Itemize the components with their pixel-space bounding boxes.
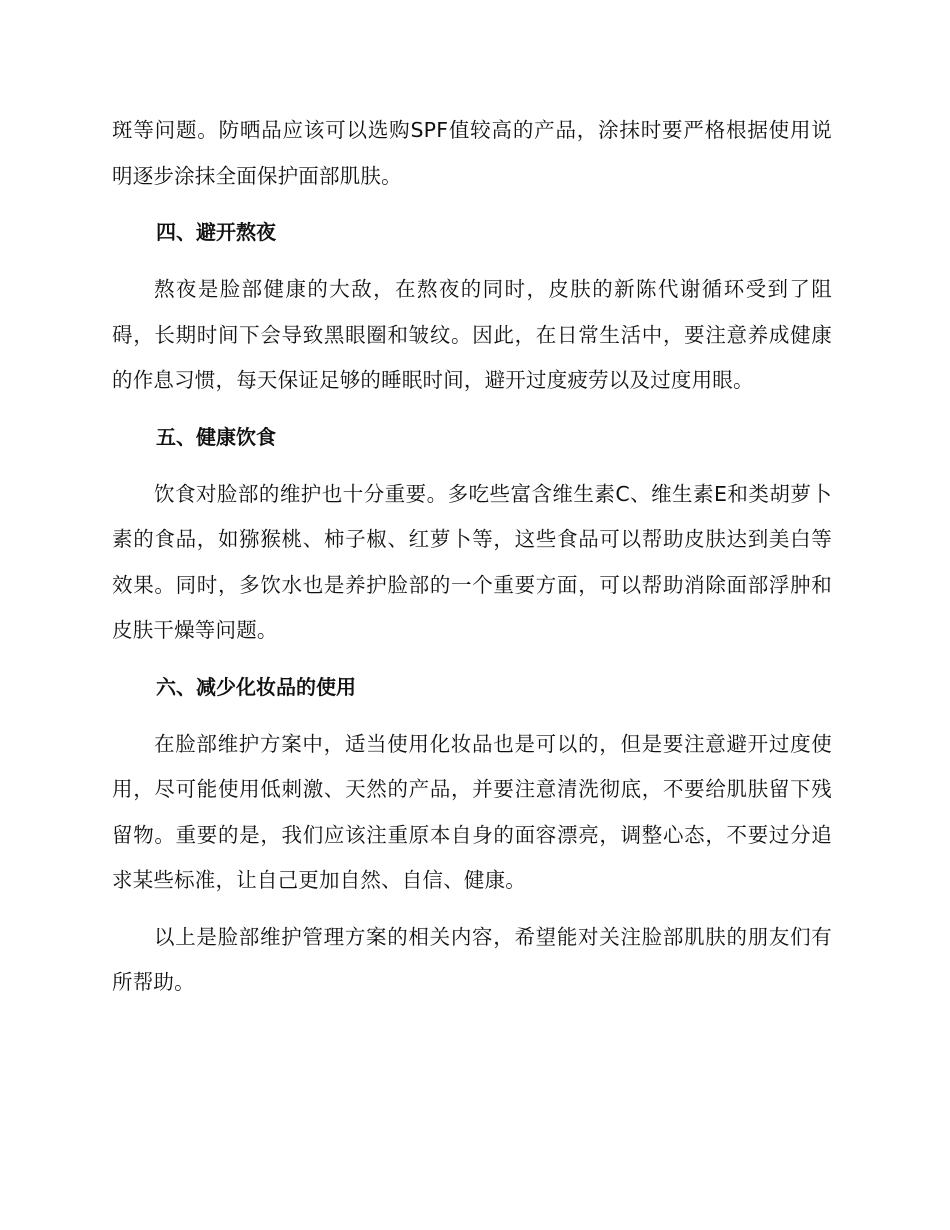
heading-healthy-diet: 五、健康饮食 — [156, 424, 276, 449]
paragraph-healthy-diet: 饮食对脸部的维护也十分重要。多吃些富含维生素C、维生素E和类胡萝卜素的食品，如猕猴桃、柿子椒、红萝卜等，这些食品可以帮助皮肤达到美白等效果。同时，多饮水也是养护脸部的一个重要方面，可以帮助消除面部浮肿和皮肤干燥等问题。 — [112, 481, 832, 642]
paragraph-conclusion: 以上是脸部维护管理方案的相关内容，希望能对关注脸部肌肤的朋友们有所帮助。 — [112, 924, 832, 994]
heading-avoid-staying-up: 四、避开熬夜 — [156, 220, 276, 244]
document-page — [112, 108, 832, 1006]
paragraph-reduce-cosmetics: 在脸部维护方案中，适当使用化妆品也是可以的，但是要注意避开过度使用，尽可能使用低刺激、天然的产品，并要注意清洗彻底，不要给肌肤留下残留物。重要的是，我们应该注重原本自身的面容漂亮，调整心态，不要过分追求某些标准，让自己更加自然、自信、健康。 — [112, 731, 832, 892]
paragraph-sunscreen-continued: 斑等问题。防晒品应该可以选购SPF值较高的产品，涂抹时要严格根据使用说明逐步涂抹全面保护面部肌肤。 — [112, 118, 832, 188]
heading-reduce-cosmetics: 六、减少化妆品的使用 — [156, 674, 356, 699]
paragraph-avoid-staying-up: 熬夜是脸部健康的大敌，在熬夜的同时，皮肤的新陈代谢循环受到了阻碍，长期时间下会导致黑眼圈和皱纹。因此，在日常生活中，要注意养成健康的作息习惯，每天保证足够的睡眠时间，避开过度疲劳以及过度用眼。 — [112, 277, 832, 392]
